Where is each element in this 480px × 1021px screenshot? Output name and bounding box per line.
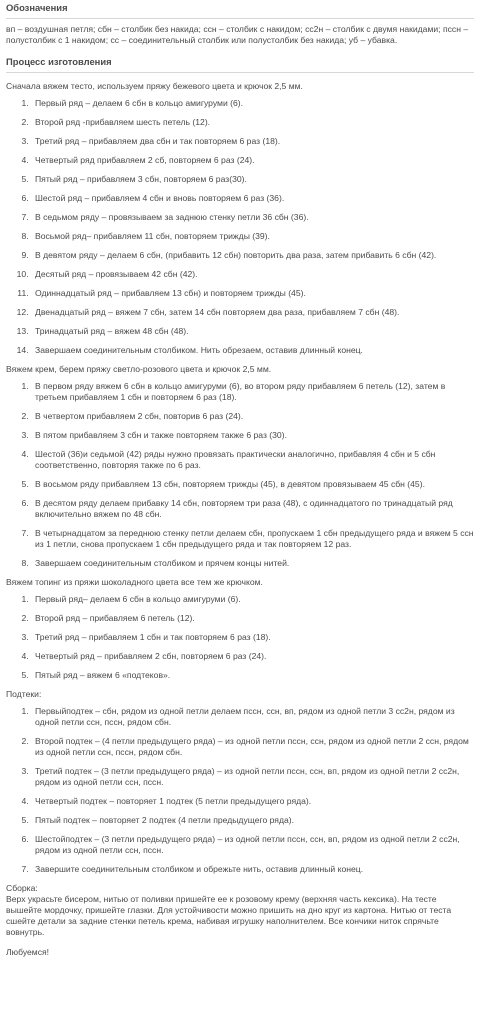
assembly-title: Сборка: bbox=[6, 883, 38, 893]
dough-intro: Сначала вяжем тесто, используем пряжу бежевого цвета и крючок 2,5 мм. bbox=[6, 81, 303, 91]
step-item: 8. Восьмой ряд– прибавляем 11 сбн, повторяем трижды (39). bbox=[31, 231, 474, 242]
step-item: 4. Четвертый подтек – повторяет 1 подтек (5 петли предыдущего ряда). bbox=[31, 796, 474, 807]
step-item: 1. Первый ряд– делаем 6 сбн в кольцо амигуруми (6). bbox=[31, 594, 474, 605]
step-item: 6. В десятом ряду делаем прибавку 14 сбн, повторяем три раза (48), с одиннадцатого по тринадцатый ряд включительно вяжем по 48 сбн. bbox=[31, 498, 474, 520]
step-item: 5. В восьмом ряду прибавляем 13 сбн, повторяем трижды (45), в девятом провязываем 45 сбн (45). bbox=[31, 479, 474, 490]
step-item: 7. В седьмом ряду – провязываем за заднюю стенку петли 36 сбн (36). bbox=[31, 212, 474, 223]
step-item: 10. Десятый ряд – провязываем 42 сбн (42). bbox=[31, 269, 474, 280]
drips-intro: Подтеки: bbox=[6, 689, 42, 699]
closing-text: Любуемся! bbox=[6, 947, 50, 957]
divider bbox=[6, 72, 474, 73]
step-item: 4. Шестой (36)и седьмой (42) ряды нужно провязать практически аналогично, прибавляя 4 сбн и 5 сбн соответственно, повторяя также по 6 раз. bbox=[31, 449, 474, 471]
step-item: 14. Завершаем соединительным столбиком. Нить обрезаем, оставив длинный конец. bbox=[31, 345, 474, 356]
assembly-text: Верх украсьте бисером, нитью от поливки пришейте ее к розовому крему (верхняя часть кексика). На тесте вышейте мордочку, пришейте глазки. Для устойчивости можно пришить на дно круг из картона. Нитью от теста сшейте детали за задние стенки петель крема, набивая игрушку наполнителем. Все кончики ниток спрячьте вовнутрь. bbox=[6, 894, 452, 937]
step-item: 4. Четвертый ряд прибавляем 2 сб, повторяем 6 раз (24). bbox=[31, 155, 474, 166]
cream-steps bbox=[6, 381, 474, 569]
step-item: 13. Тринадцатый ряд – вяжем 48 сбн (48). bbox=[31, 326, 474, 337]
legend-title: Обозначения bbox=[6, 2, 68, 13]
process-title: Процесс изготовления bbox=[6, 56, 112, 67]
divider bbox=[6, 18, 474, 19]
step-item: 3. В пятом прибавляем 3 сбн и также повторяем также 6 раз (30). bbox=[31, 430, 474, 441]
topping-steps bbox=[6, 594, 474, 681]
step-item: 9. В девятом ряду – делаем 6 сбн, (прибавить 12 сбн) повторить два раза, затем прибавить 6 сбн (42). bbox=[31, 250, 474, 261]
topping-intro: Вяжем топинг из пряжи шоколадного цвета все тем же крючком. bbox=[6, 577, 263, 587]
dough-steps bbox=[6, 98, 474, 356]
step-item: 2. В четвертом прибавляем 2 сбн, повторив 6 раз (24). bbox=[31, 411, 474, 422]
cream-intro: Вяжем крем, берем пряжу светло-розового цвета и крючок 2,5 мм. bbox=[6, 364, 272, 374]
step-item: 3. Третий ряд – прибавляем 1 сбн и так повторяем 6 раз (18). bbox=[31, 632, 474, 643]
drips-steps bbox=[6, 706, 474, 875]
step-item: 5. Пятый подтек – повторяет 2 подтек (4 петли предыдущего ряда). bbox=[31, 815, 474, 826]
step-item: 2. Второй ряд -прибавляем шесть петель (12). bbox=[31, 117, 474, 128]
step-item: 6. Шестой ряд – прибавляем 4 сбн и вновь повторяем 6 раз (36). bbox=[31, 193, 474, 204]
step-item: 5. Пятый ряд – вяжем 6 «подтеков». bbox=[31, 670, 474, 681]
step-item: 8. Завершаем соединительным столбиком и прячем концы нитей. bbox=[31, 558, 474, 569]
step-item: 12. Двенадцатый ряд – вяжем 7 сбн, затем 14 сбн повторяем два раза, прибавляем 7 сбн (48). bbox=[31, 307, 474, 318]
step-item: 1. В первом ряду вяжем 6 сбн в кольцо амигуруми (6), во втором ряду прибавляем 6 петель (12), затем в третьем прибавляем 1 сбн и повторяем 6 раз (18). bbox=[31, 381, 474, 403]
step-item: 7. Завершите соединительным столбиком и обрежьте нить, оставив длинный конец. bbox=[31, 864, 474, 875]
step-item: 3. Третий ряд – прибавляем два сбн и так повторяем 6 раз (18). bbox=[31, 136, 474, 147]
step-item: 2. Второй ряд – прибавляем 6 петель (12). bbox=[31, 613, 474, 624]
step-item: 1. Первыйподтек – сбн, рядом из одной петли делаем пссн, ссн, вп, рядом из одной петли 3 сс2н, рядом из одной петли ссн, пссн, рядом сбн. bbox=[31, 706, 474, 728]
step-item: 4. Четвертый ряд – прибавляем 2 сбн, повторяем 6 раз (24). bbox=[31, 651, 474, 662]
step-item: 5. Пятый ряд – прибавляем 3 сбн, повторяем 6 раз(30). bbox=[31, 174, 474, 185]
step-item: 1. Первый ряд – делаем 6 сбн в кольцо амигуруми (6). bbox=[31, 98, 474, 109]
step-item: 6. Шестойподтек – (3 петли предыдущего ряда) – из одной петли пссн, ссн, вп, рядом из одной петли 2 сс2н, рядом из одной петли ссн, пссн. bbox=[31, 834, 474, 856]
step-item: 11. Одиннадцатый ряд – прибавляем 13 сбн) и повторяем трижды (45). bbox=[31, 288, 474, 299]
legend-text: вп – воздушная петля; сбн – столбик без накида; ссн – столбик с накидом; сс2н – столбик с двумя накидами; пссн – полустолбик с 1 накидом; сс – соединительный столбик или полустолбик без накида; уб – убавка. bbox=[6, 24, 469, 45]
step-item: 3. Третий подтек – (3 петли предыдущего ряда) – из одной петли пссн, ссн, вп, рядом из одной петли 2 сс2н, рядом из одной петли ссн, пссн. bbox=[31, 766, 474, 788]
step-item: 2. Второй подтек – (4 петли предыдущего ряда) – из одной петли пссн, ссн, рядом из одной петли 2 ссн, рядом из одной петли ссн, пссн, рядом сбн. bbox=[31, 736, 474, 758]
step-item: 7. В четырнадцатом за переднюю стенку петли делаем сбн, пропускаем 1 сбн предыдущего ряда и вяжем 5 ссн из 1 петли, снова пропускаем 1 сбн предыдущего ряда и так повторяем 12 раз. bbox=[31, 528, 474, 550]
